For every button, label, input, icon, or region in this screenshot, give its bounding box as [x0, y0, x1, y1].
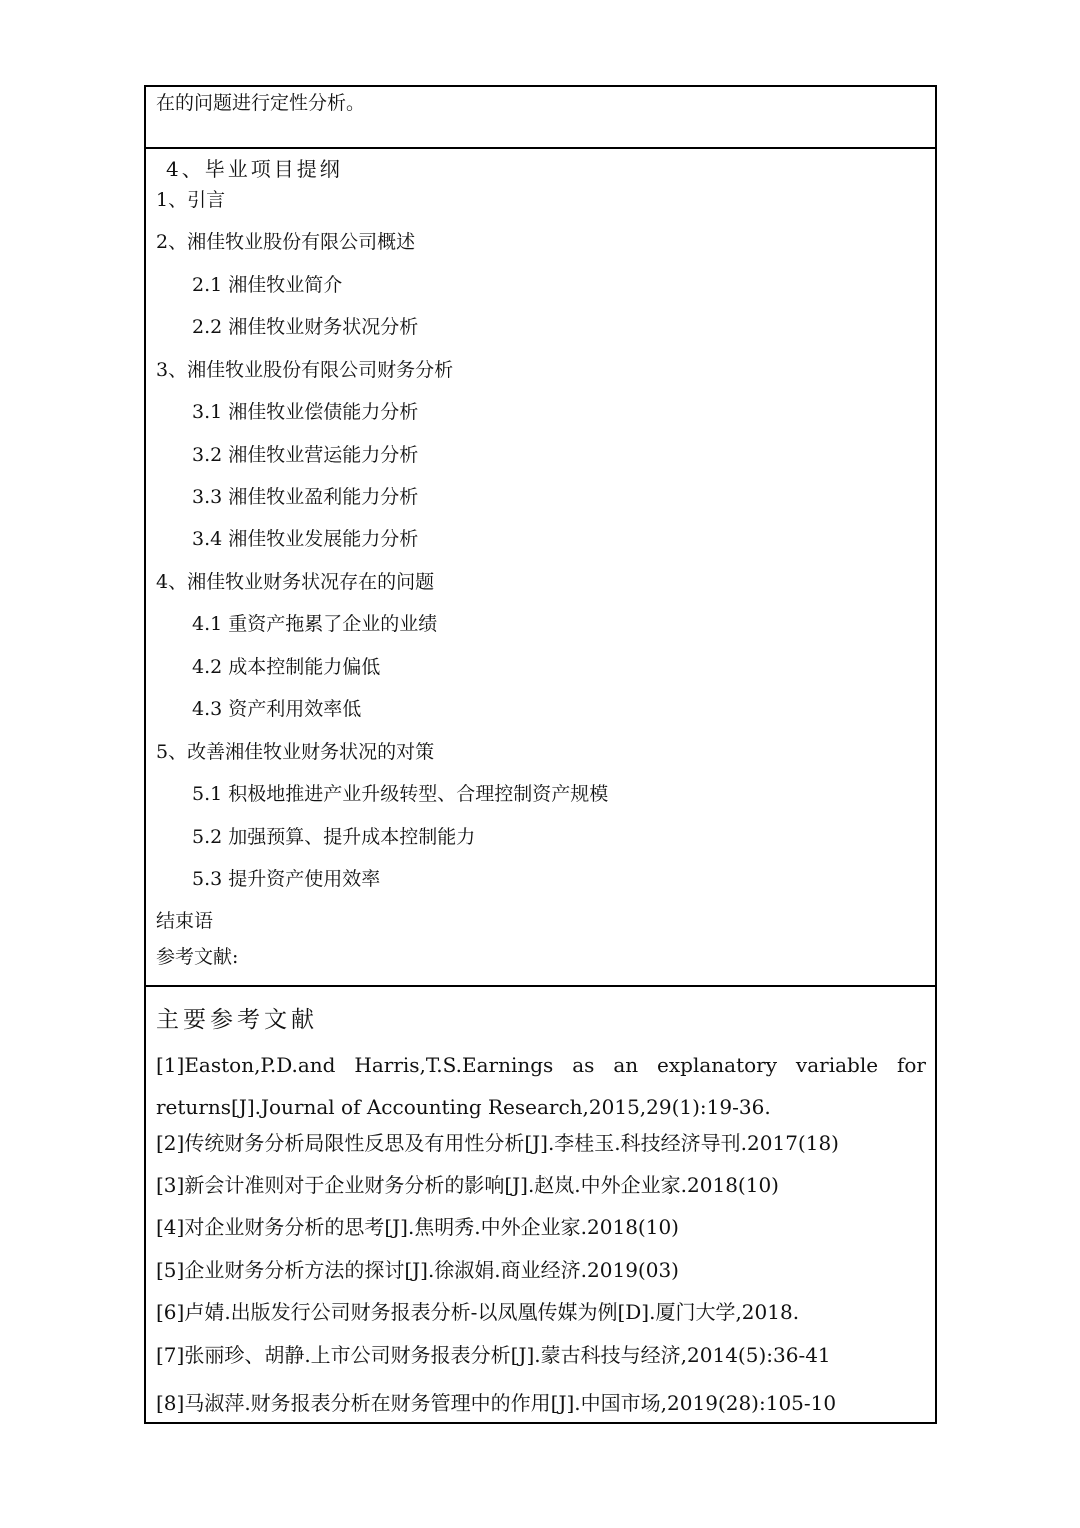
outline-item: 4、湘佳牧业财务状况存在的问题 [156, 571, 435, 593]
outline-item: 3、湘佳牧业股份有限公司财务分析 [156, 359, 454, 381]
outline-item: 5、改善湘佳牧业财务状况的对策 [156, 741, 435, 763]
reference-item: returns[J].Journal of Accounting Research,2015,29(1):19-36. [156, 1095, 771, 1119]
outline-subitem: 4.2 成本控制能力偏低 [192, 656, 381, 678]
references-title: 主要参考文献 [156, 1007, 318, 1033]
references-cell [146, 987, 935, 1424]
outline-subitem: 4.3 资产利用效率低 [192, 698, 362, 720]
analysis-method-cell [146, 87, 935, 149]
outline-item: 结束语 [156, 910, 214, 932]
outline-subitem: 5.1 积极地推进产业升级转型、合理控制资产规模 [192, 783, 609, 805]
reference-item: [4]对企业财务分析的思考[J].焦明秀.中外企业家.2018(10) [156, 1215, 679, 1239]
analysis-text: 在的问题进行定性分析。 [156, 92, 366, 114]
form-table [144, 85, 937, 1424]
outline-subitem: 3.1 湘佳牧业偿债能力分析 [192, 401, 419, 423]
outline-cell [146, 149, 935, 987]
reference-item: [8]马淑萍.财务报表分析在财务管理中的作用[J].中国市场,2019(28):105-10 [156, 1391, 837, 1415]
outline-item: 1、引言 [156, 189, 226, 211]
outline-subitem: 5.3 提升资产使用效率 [192, 868, 381, 890]
reference-item: [3]新会计准则对于企业财务分析的影响[J].赵岚.中外企业家.2018(10) [156, 1173, 779, 1197]
outline-subitem: 4.1 重资产拖累了企业的业绩 [192, 613, 438, 635]
outline-subitem: 2.1 湘佳牧业简介 [192, 274, 343, 296]
reference-item: [5]企业财务分析方法的探讨[J].徐淑娟.商业经济.2019(03) [156, 1258, 679, 1282]
reference-item: [6]卢婧.出版发行公司财务报表分析-以凤凰传媒为例[D].厦门大学,2018. [156, 1300, 800, 1324]
reference-item: [1]Easton,P.D.and Harris,T.S.Earnings as an explanatory variable for [156, 1053, 926, 1077]
outline-subitem: 3.3 湘佳牧业盈利能力分析 [192, 486, 419, 508]
reference-item: [7]张丽珍、胡静.上市公司财务报表分析[J].蒙古科技与经济,2014(5):36-41 [156, 1343, 831, 1367]
outline-subitem: 3.2 湘佳牧业营运能力分析 [192, 444, 419, 466]
outline-item: 2、湘佳牧业股份有限公司概述 [156, 231, 416, 253]
outline-item: 参考文献: [156, 946, 239, 968]
outline-subitem: 2.2 湘佳牧业财务状况分析 [192, 316, 419, 338]
outline-subitem: 3.4 湘佳牧业发展能力分析 [192, 528, 419, 550]
outline-heading: 4、毕业项目提纲 [166, 157, 343, 181]
outline-subitem: 5.2 加强预算、提升成本控制能力 [192, 826, 476, 848]
reference-item: [2]传统财务分析局限性反思及有用性分析[J].李桂玉.科技经济导刊.2017(18) [156, 1131, 839, 1155]
